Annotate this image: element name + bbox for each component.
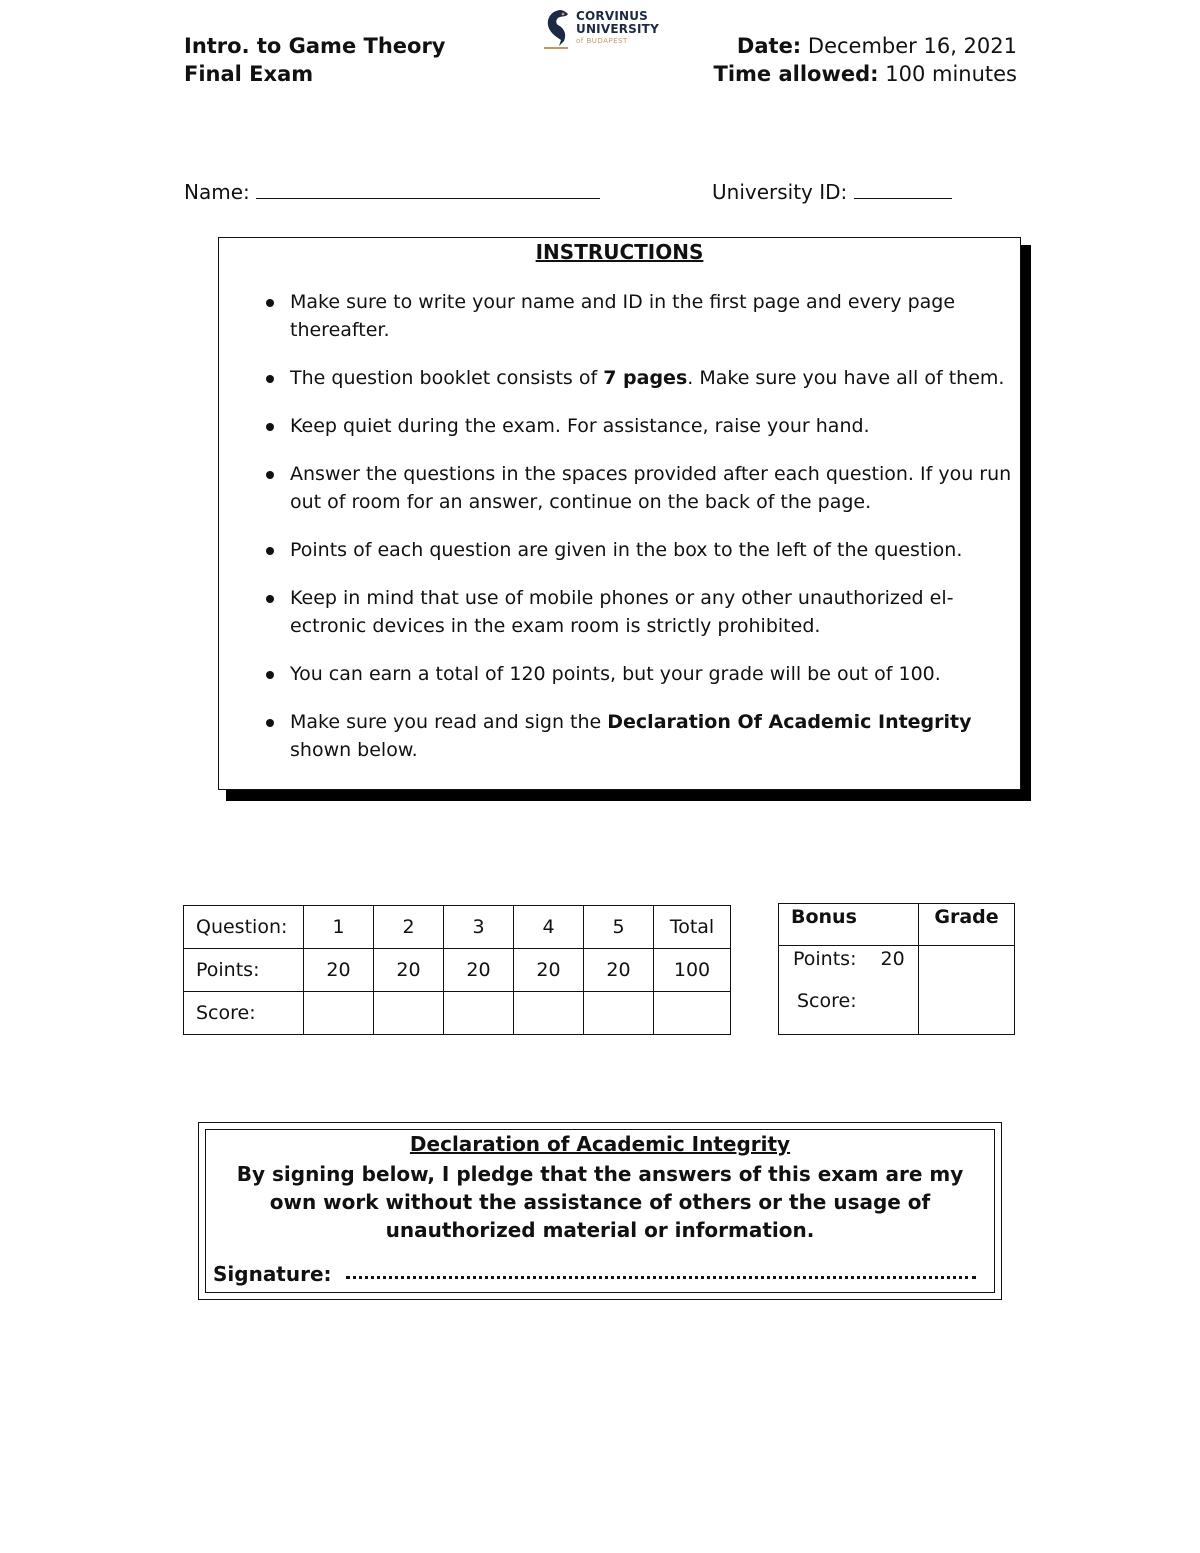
logo-line-2: UNIVERSITY: [576, 22, 659, 36]
bullet-icon: [266, 423, 274, 431]
bullet-icon: [266, 375, 274, 383]
row-label-question: Question:: [184, 906, 304, 949]
table-row-score: [184, 992, 731, 1035]
score-cell[interactable]: [584, 992, 654, 1035]
bullet-icon: [266, 719, 274, 727]
row-label-points: Points:: [184, 949, 304, 992]
logo-underline: [544, 47, 568, 49]
bonus-points-value: 20: [880, 948, 905, 970]
score-table: [183, 905, 731, 1035]
score-cell[interactable]: [374, 992, 444, 1035]
logo-line-3: of BUDAPEST: [576, 37, 628, 45]
total-score-cell[interactable]: [654, 992, 731, 1035]
row-label-score: Score:: [184, 992, 304, 1035]
question-points: 20: [304, 949, 374, 992]
bonus-grade-table: [778, 903, 1015, 1035]
bonus-header: Bonus: [779, 904, 919, 946]
university-id-blank-line[interactable]: [854, 198, 952, 199]
question-number: 4: [514, 906, 584, 949]
table-row: [779, 946, 1015, 1035]
name-label: Name:: [184, 180, 250, 204]
question-points: 20: [444, 949, 514, 992]
bullet-icon: [266, 547, 274, 555]
time-label: Time allowed:: [713, 62, 879, 86]
question-number: 2: [374, 906, 444, 949]
instruction-item: Make sure to write your name and ID in the first page and every page thereafter.: [262, 288, 1012, 344]
question-points: 20: [584, 949, 654, 992]
instruction-item: The question booklet consists of 7 pages. Make sure you have all of them.: [262, 364, 1012, 392]
bullet-icon: [266, 471, 274, 479]
exam-title: Final Exam: [184, 62, 314, 86]
table-row-points: [184, 949, 731, 992]
total-header: Total: [654, 906, 731, 949]
score-cell[interactable]: [514, 992, 584, 1035]
question-points: 20: [514, 949, 584, 992]
score-cell[interactable]: [444, 992, 514, 1035]
exam-date: [737, 34, 1017, 58]
course-title: Intro. to Game Theory: [184, 34, 446, 58]
date-label: Date:: [736, 34, 802, 58]
name-blank-line[interactable]: [256, 198, 600, 199]
table-row: [779, 904, 1015, 946]
question-number: 3: [444, 906, 514, 949]
question-points: 20: [374, 949, 444, 992]
instruction-item: Answer the questions in the spaces provided after each question. If you run out of room for an answer, continue on the back of the page.: [262, 460, 1012, 516]
grade-cell[interactable]: [919, 946, 1015, 1035]
university-id-field: [712, 180, 952, 204]
time-allowed: [714, 62, 1017, 86]
date-value: December 16, 2021: [807, 34, 1017, 58]
question-number: 5: [584, 906, 654, 949]
instructions-list: [262, 288, 1012, 784]
table-row-questions: [184, 906, 731, 949]
total-points: 100: [654, 949, 731, 992]
declaration-title: Declaration of Academic Integrity: [409, 1132, 791, 1156]
instruction-item: Keep in mind that use of mobile phones or any other unauthorized el-ectronic devices in the exam room is strictly prohibited.: [262, 584, 1012, 640]
instruction-item: Keep quiet during the exam. For assistance, raise your hand.: [262, 412, 1012, 440]
bonus-points-label: Points:: [793, 948, 857, 970]
bonus-score-label: Score:: [797, 990, 857, 1012]
score-cell[interactable]: [304, 992, 374, 1035]
time-value: 100 minutes: [885, 62, 1017, 86]
bonus-details: [779, 946, 919, 1035]
signature-dotted-line[interactable]: [346, 1276, 976, 1279]
university-logo: [540, 6, 670, 50]
university-id-label: University ID:: [712, 180, 848, 204]
instructions-title: INSTRUCTIONS: [535, 240, 704, 264]
instruction-item: Make sure you read and sign the Declaration Of Academic Integrity shown below.: [262, 708, 1012, 764]
signature-label: Signature:: [213, 1262, 332, 1286]
logo-line-1: CORVINUS: [576, 9, 649, 23]
grade-header: Grade: [919, 904, 1015, 946]
question-number: 1: [304, 906, 374, 949]
raven-icon: [542, 8, 572, 48]
bullet-icon: [266, 299, 274, 307]
instruction-item: You can earn a total of 120 points, but your grade will be out of 100.: [262, 660, 1012, 688]
bullet-icon: [266, 595, 274, 603]
bullet-icon: [266, 671, 274, 679]
declaration-text: By signing below, I pledge that the answers of this exam are my own work without the assistance of others or the usage of unauthorized material or information.: [236, 1162, 964, 1242]
name-field: [184, 180, 600, 204]
signature-field: [213, 1262, 976, 1286]
instruction-item: Points of each question are given in the box to the left of the question.: [262, 536, 1012, 564]
